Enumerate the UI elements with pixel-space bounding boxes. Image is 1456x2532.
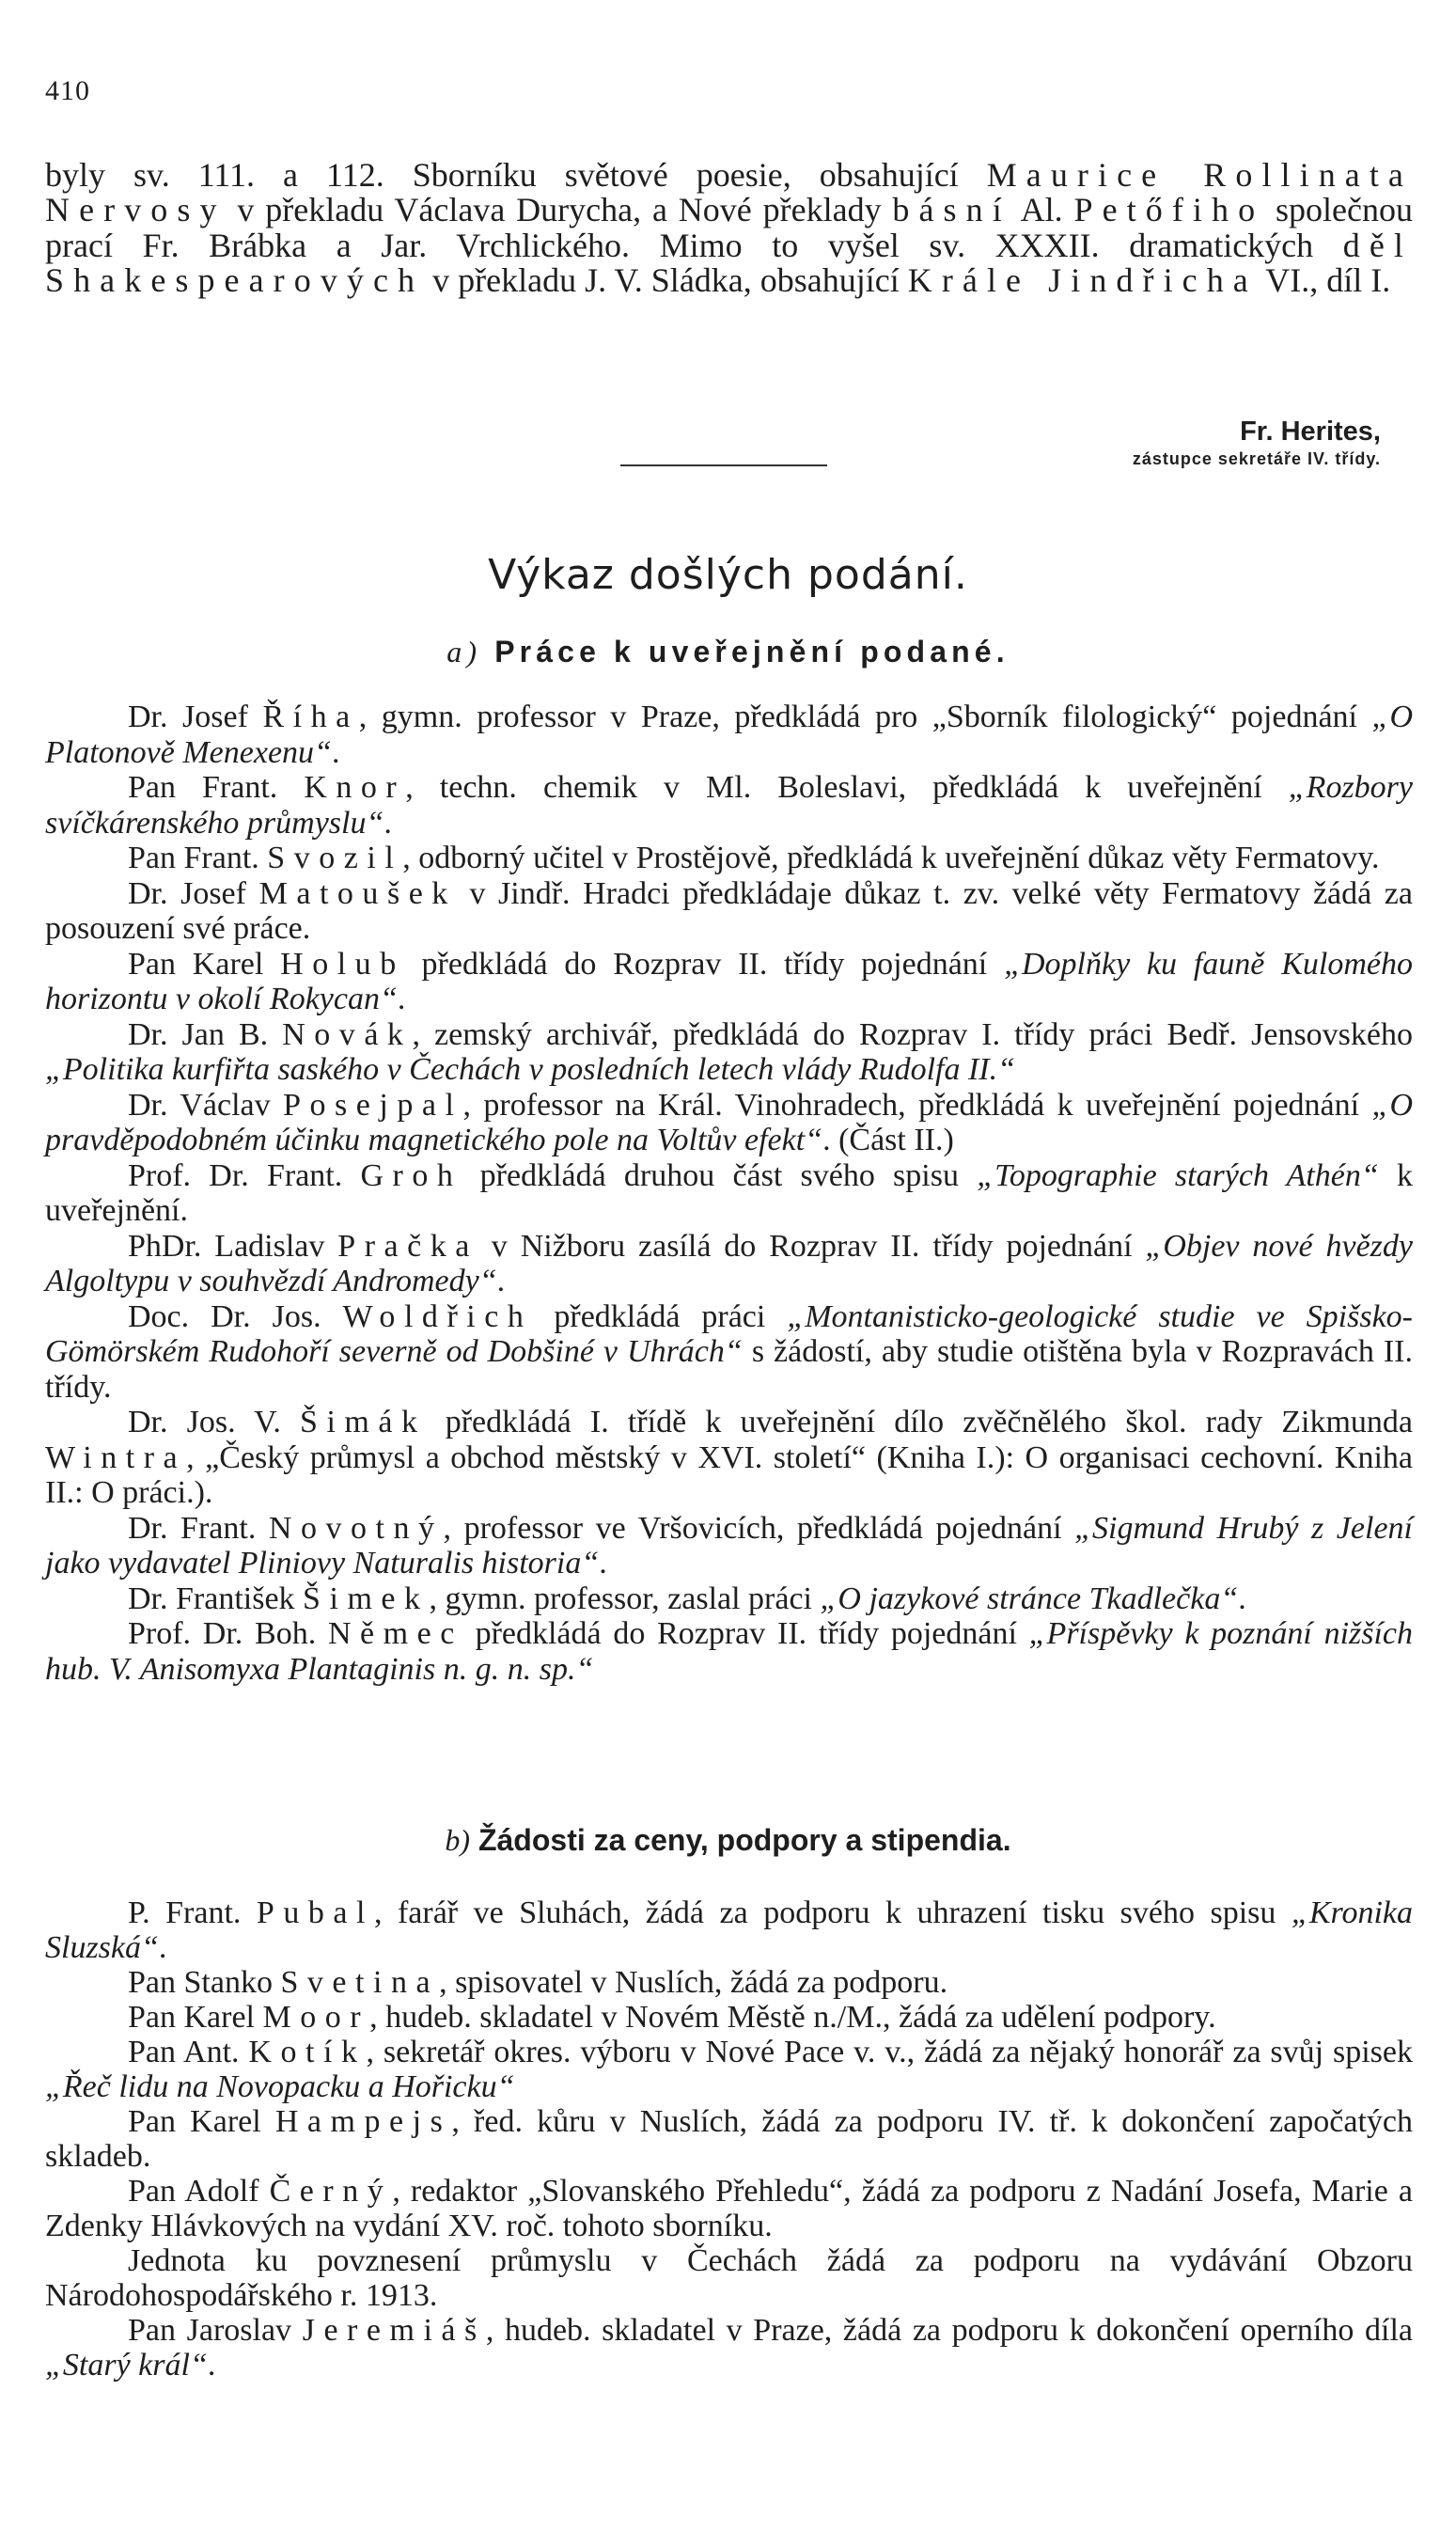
section-a-heading [0,635,1456,669]
section-a-letter: a) [446,635,482,668]
section-a-title: Práce k uveřejnění podané. [494,635,1010,668]
list-item: Pan Ant. Kotík, sekretář okres. výboru v Nové Pace v. v., žádá za nějaký honorář za svůj spisek „Řeč lidu na Novopacku a Hořicku“ [45,2035,1414,2104]
list-item: Pan Stanko Svetina, spisovatel v Nuslích, žádá za podporu. [128,1965,948,2000]
signature-name: Fr. Herites, [1240,417,1381,447]
list-item: Dr. Václav Posejpal, professor na Král. Vinohradech, předkládá k uveřejnění pojednání „O pravděpodobném účinku magnetického pole na Voltův efekt“. (Část II.) [45,1087,1413,1157]
spaced-name: Petőfiho [1073,191,1265,229]
list-item: PhDr. Ladislav Pračka v Nižboru zasílá do Rozprav II. třídy pojednání „Objev nové hvězdy Algoltypu v souhvězdí Andromedy“. [45,1228,1413,1298]
section-b-letter: b) [445,1823,471,1857]
spaced-name: Krále Jindřicha [907,261,1258,300]
section-b-title: Žádosti za ceny, podpory a stipendia. [478,1823,1011,1857]
list-item: Doc. Dr. Jos. Woldřich předkládá práci „Montanisticko-geologické studie ve Spišsko-Gömörském Rudohoří severně od Dobšiné v Uhrách“ s žádostí, aby studie otištěna byla v Rozpravách II. třídy. [45,1298,1413,1405]
list-item: Pan Karel Moor, hudeb. skladatel v Novém Městě n./M., žádá za udělení podpory. [128,2000,1216,2035]
main-title: Výkaz došlých podání. [488,551,968,599]
intro-text: byly sv. 111. a 112. Sborníku světové poesie, obsahující Maurice Rollinata Nervosy v překladu Václava Durycha, a Nové překlady básní Al. Petőfiho společnou prací Fr. Brábka a Jar. Vrchlického. Mimo to vyšel sv. XXXII. dramatických děl Shakespearových v překladu J. V. Sládka, obsahující Krále Jindřicha VI., díl I. [45,156,1413,300]
list-item: Pan Jaroslav Jeremiáš, hudeb. skladatel v Praze, žádá za podporu k dokončení operního díla „Starý král“. [45,2313,1413,2383]
list-item: Pan Adolf Černý, redaktor „Slovanského Přehledu“, žádá za podporu z Nadání Josefa, Marie a Zdenky Hlávkových na vydání XV. roč. tohoto sborníku. [45,2174,1414,2243]
list-item: Jednota ku povznesení průmyslu v Čechách žádá za podporu na vydávání Obzoru Národohospodářského r. 1913. [45,2243,1413,2313]
list-item: Prof. Dr. Frant. Groh předkládá druhou část svého spisu „Topographie starých Athén“ k uveřejnění. [45,1157,1413,1228]
signature [1133,416,1381,470]
spaced-name: Maurice Rollinata Nervosy [45,156,1413,229]
list-item: Pan Frant. Svozil, odborný učitel v Prostějově, předkládá k uveřejnění důkaz věty Fermatovy. [128,841,1380,875]
list-item: Dr. Josef Matoušek v Jindř. Hradci předkládaje důkaz t. zv. velké věty Fermatovy žádá za posouzení své práce. [45,875,1413,946]
signature-rule [620,464,827,466]
list-item: Dr. Jos. V. Šimák předkládá I. třídě k uveřejnění dílo zvěčnělého škol. rady Zikmunda Wintra, „Český průmysl a obchod městský v XVI. století“ (Kniha I.): O organisaci cechovní. Kniha II.: O práci.). [45,1405,1413,1510]
list-item: Dr. Frant. Novotný, professor ve Vršovicích, předkládá pojednání „Sigmund Hrubý z Jelení jako vydavatel Pliniovy Naturalis historia“. [45,1510,1413,1581]
list-item: P. Frant. Pubal, farář ve Sluhách, žádá za podporu k uhrazení tisku svého spisu „Kronika Sluzská“. [45,1895,1413,1965]
list-item: Pan Karel Holub předkládá do Rozprav II. třídy pojednání „Doplňky ku fauně Kulomého horizontu v okolí Rokycan“. [45,946,1413,1016]
section-a-list [45,700,1413,1687]
list-item: Dr. Jan B. Novák, zemský archivář, předkládá do Rozprav I. třídy práci Bedř. Jensovského „Politika kurfiřta saského v Čechách v posledních letech vlády Rudolfa II.“ [45,1016,1414,1087]
list-item: Dr. František Šimek, gymn. professor, zaslal práci „O jazykové stránce Tkadlečka“. [128,1581,1246,1616]
section-b-heading [0,1823,1456,1858]
spaced-word: básní [892,191,1011,229]
page-number: 410 [45,75,90,106]
list-item: Pan Karel Hampejs, řed. kůru v Nuslích, žádá za podporu IV. tř. k dokončení započatých skladeb. [45,2104,1413,2174]
spaced-name: děl Shakespearových [45,226,1413,300]
signature-role: zástupce sekretáře IV. třídy. [1132,449,1381,468]
section-b-list [45,1895,1413,2383]
list-item: Pan Frant. Knor, techn. chemik v Ml. Boleslavi, předkládá k uveřejnění „Rozbory svíčkárenského průmyslu“. [45,770,1413,841]
intro-paragraph [45,158,1413,299]
list-item: Dr. Josef Říha, gymn. professor v Praze, předkládá pro „Sborník filologický“ pojednání „O Platonově Menexenu“. [45,700,1413,770]
list-item: Prof. Dr. Boh. Němec předkládá do Rozprav II. třídy pojednání „Příspěvky k poznání nižších hub. V. Anisomyxa Plantaginis n. g. n. sp.“ [45,1616,1414,1687]
